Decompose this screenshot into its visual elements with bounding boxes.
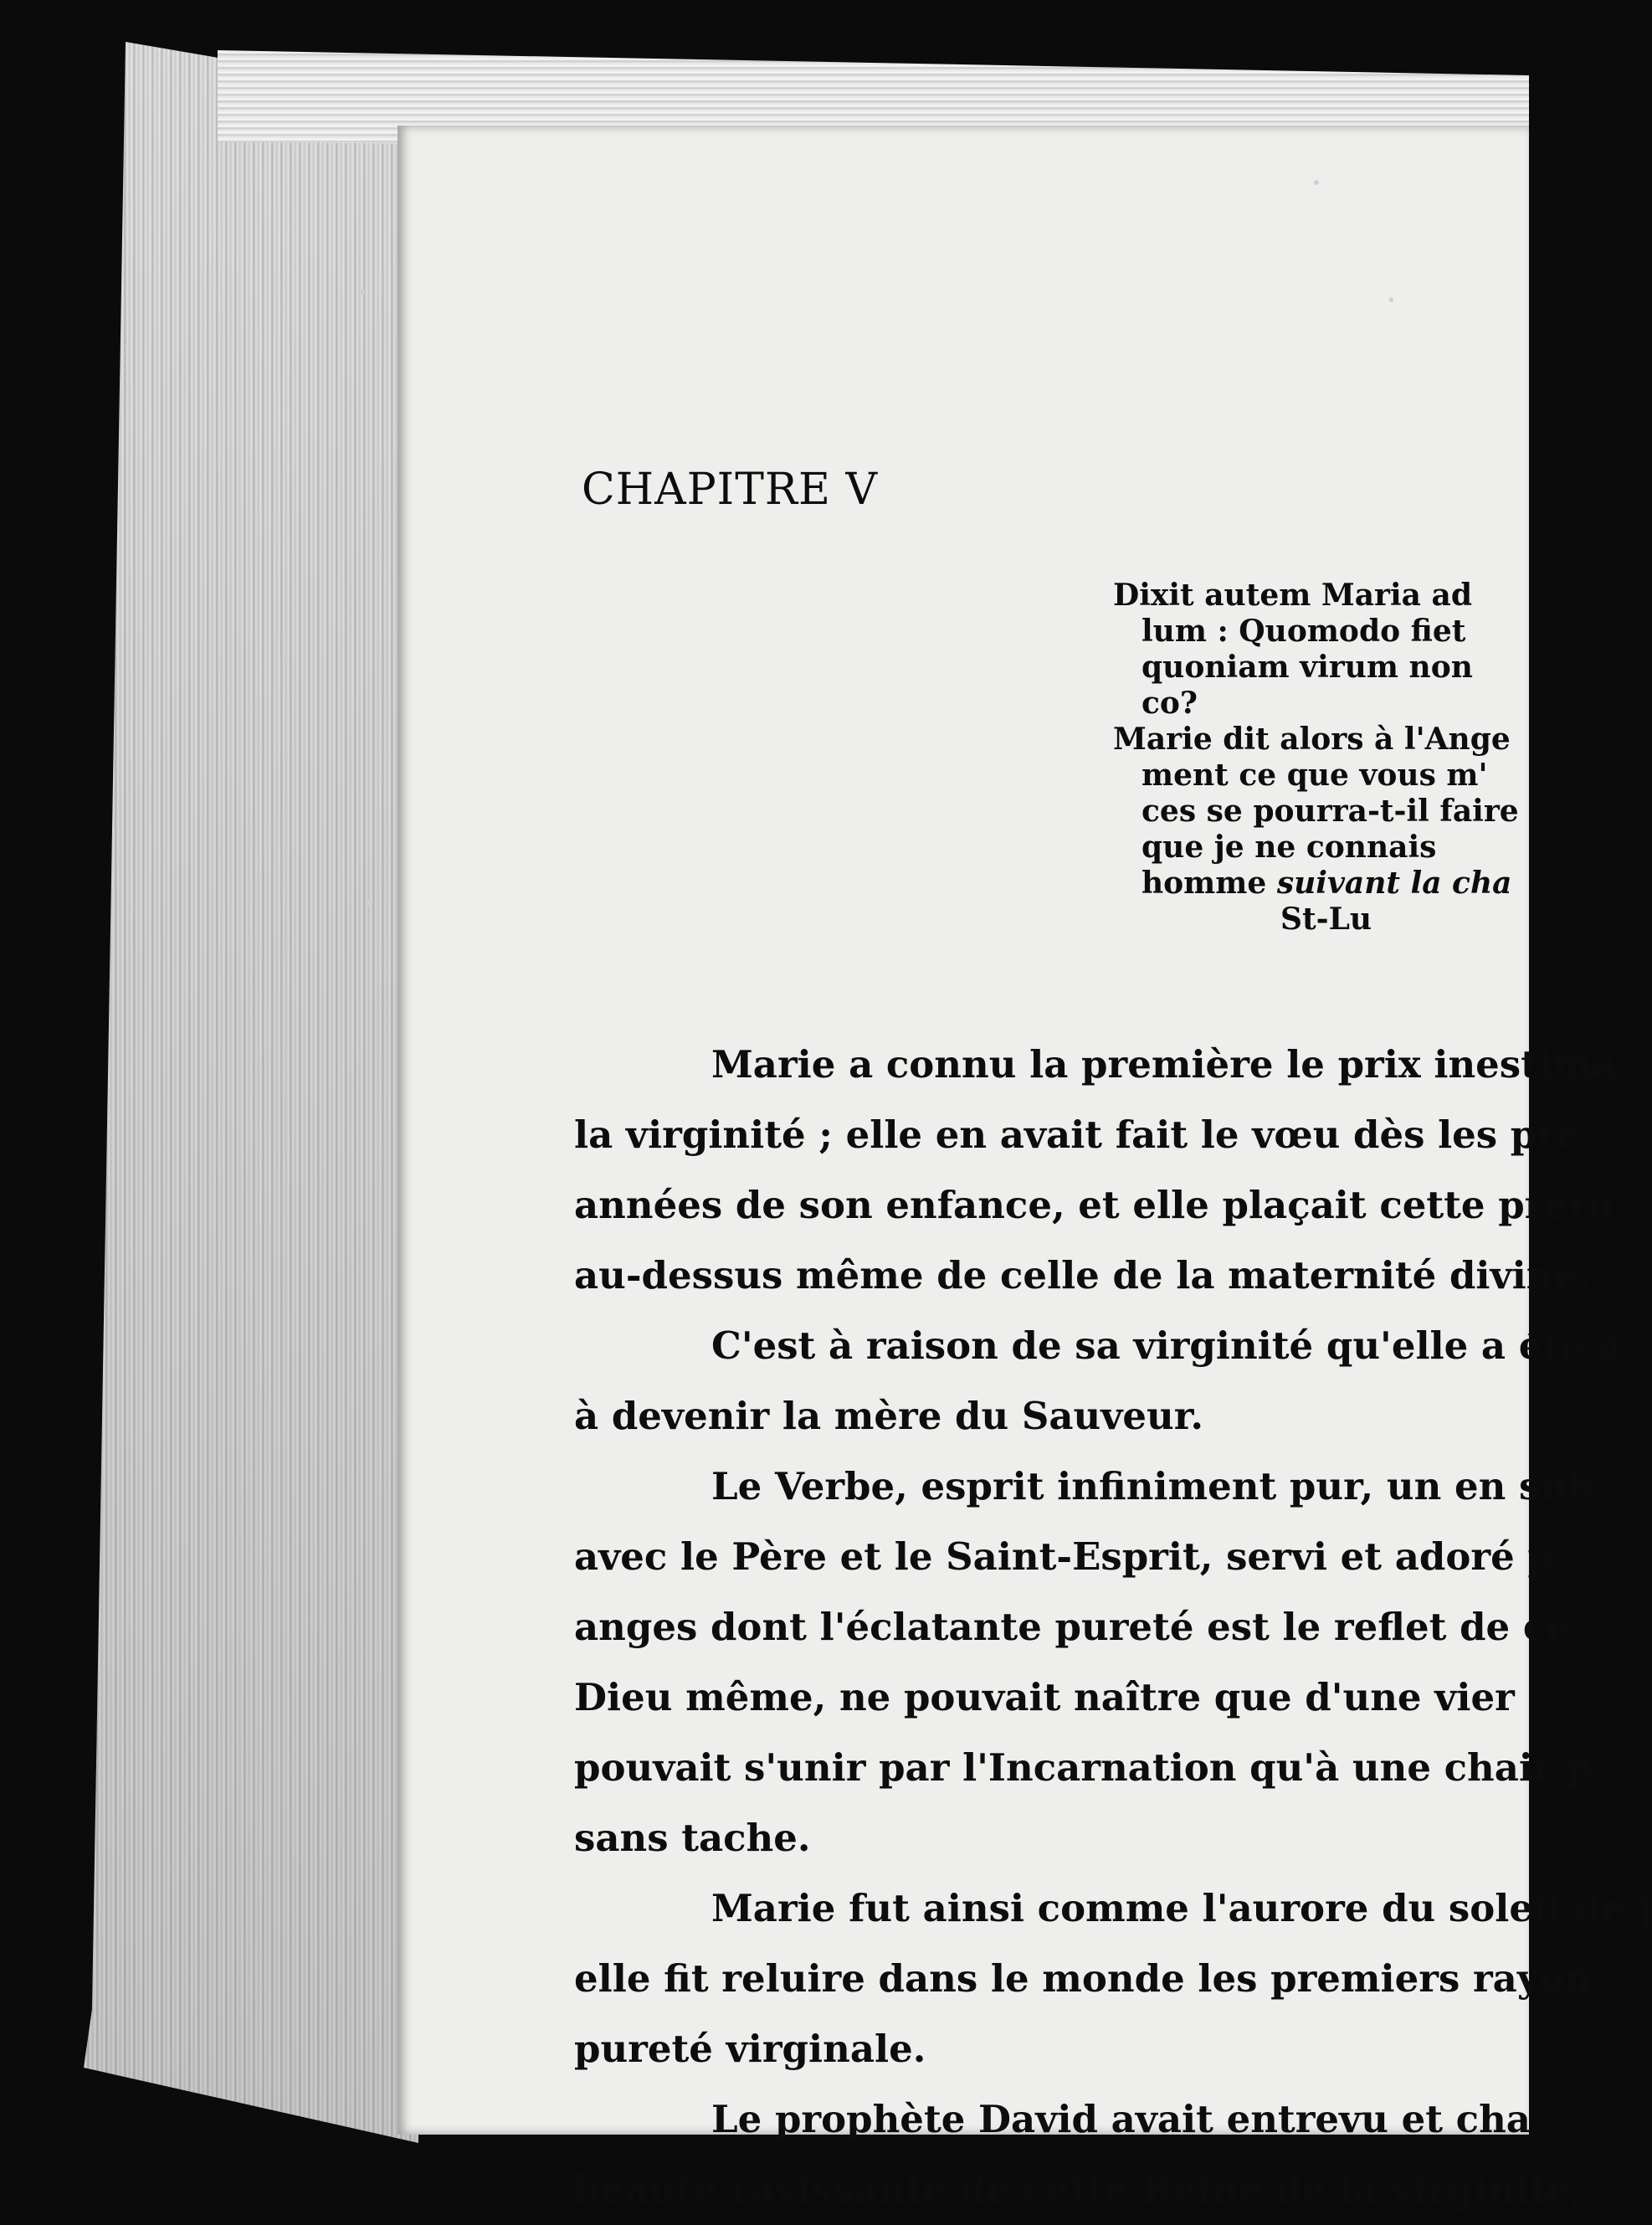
speck <box>367 900 372 907</box>
body-line: Marie a connu la première le prix inestima <box>711 1042 1617 1087</box>
body-line: pouvait s'unir par l'Incarnation qu'à une chair p <box>574 1745 1593 1790</box>
epigraph-line: Dixit autem Maria ad <box>1113 578 1473 613</box>
epigraph-line: quoniam virum non <box>1142 650 1473 685</box>
body-text <box>574 1030 1652 2225</box>
epigraph-line <box>1113 866 1519 902</box>
epigraph-italic: suivant la cha <box>1276 866 1512 901</box>
epigraph-word: homme <box>1142 866 1267 901</box>
body-line: pureté virginale. <box>574 2027 926 2071</box>
body-line: Marie fut ainsi comme l'aurore du soleil de j <box>711 1886 1652 1930</box>
epigraph-line: lum : Quomodo fiet <box>1142 614 1466 649</box>
body-line: elle fit reluire dans le monde les premiers rayon <box>574 1956 1592 2001</box>
chapter-title: CHAPITRE V <box>582 465 879 515</box>
speck <box>1314 180 1319 185</box>
epigraph-reference: St-Lu <box>1280 902 1372 937</box>
epigraph-line: ces se pourra-t-il faire <box>1142 794 1519 829</box>
body-line: Dieu même, ne pouvait naître que d'une vier <box>574 1675 1515 1719</box>
body-line: à devenir la mère du Sauveur. <box>574 1394 1204 1438</box>
speck <box>360 289 365 295</box>
epigraph-line: que je ne connais <box>1142 830 1437 865</box>
body-line: la virginité ; elle en avait fait le vœu dès les pre <box>574 1112 1581 1157</box>
body-line: sans tache. <box>574 1816 811 1860</box>
epigraph <box>1113 578 1519 938</box>
body-line: Le Verbe, esprit infiniment pur, un en sub <box>711 1464 1594 1508</box>
body-line: années de son enfance, et elle plaçait cette préro <box>574 1183 1614 1227</box>
body-line: avec le Père et le Saint-Esprit, servi et adoré p <box>574 1534 1554 1579</box>
epigraph-line: Marie dit alors à l'Ange <box>1113 722 1511 757</box>
body-line: anges dont l'éclatante pureté est le reflet de ce <box>574 1605 1570 1649</box>
body-line: C'est à raison de sa virginité qu'elle a été a <box>711 1323 1622 1368</box>
body-line: beauté ravissante de cette Reine de la virginité, <box>574 2167 1584 2212</box>
body-line: Le prophète David avait entrevu et cha <box>711 2097 1531 2141</box>
speck <box>1389 297 1393 302</box>
page-edges-shade <box>84 42 418 2143</box>
epigraph-line: co? <box>1142 686 1198 721</box>
epigraph-line: ment ce que vous m' <box>1142 758 1488 793</box>
body-line: au-dessus même de celle de la maternité divine. <box>574 1253 1591 1297</box>
